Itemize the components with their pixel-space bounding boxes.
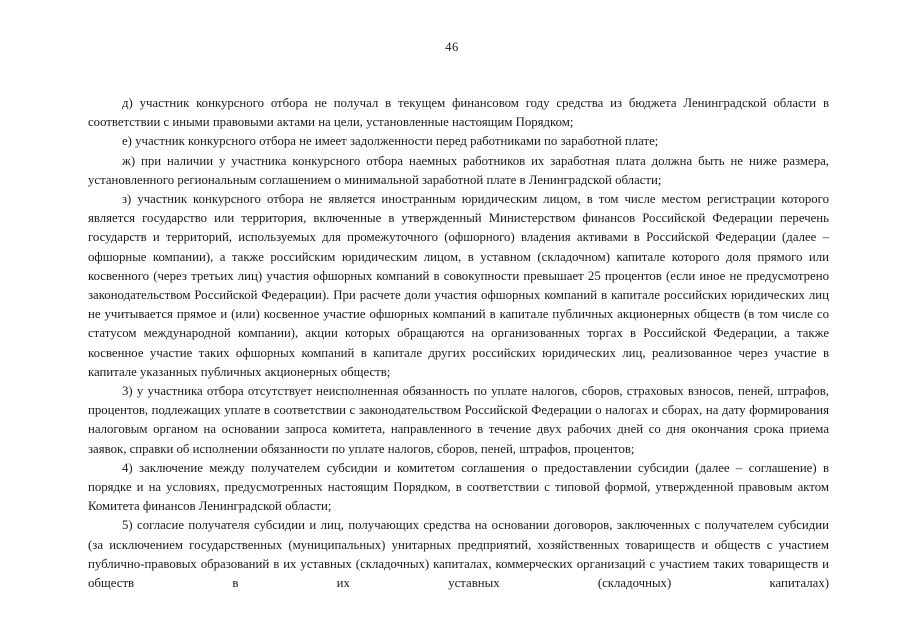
paragraph-5: 5) согласие получателя субсидии и лиц, получающих средства на основании договоров, заключенных с получателем субсидии (за исключением государственных (муниципальных) унитарных предприятий, хозяйственных товариществ и обществ с участием публично-правовых образований в их уставных (складочных) капиталах, коммерческих организаций с участием таких товариществ и обществ в их уставных (складочных) капиталах)	[88, 518, 829, 591]
paragraph-z: з) участник конкурсного отбора не является иностранным юридическим лицом, в том числе местом регистрации которого является государство или территория, включенные в утвержденный Министерством финансов Российской Федерации перечень государств и территорий, используемых для промежуточного (офшорного) владения активами в Российской Федерации (далее – офшорные компании), а также российским юридическим лицом, в уставном (складочном) капитале которого доля прямого или косвенного (через третьих лиц) участия офшорных компаний в совокупности превышает 25 процентов (если иное не предусмотрено законодательством Российской Федерации). При расчете доли участия офшорных компаний в капитале российских юридических лиц не учитывается прямое и (или) косвенное участие офшорных компаний в капитале публичных акционерных обществ (в том числе со статусом международной компании), акции которых обращаются на организованных торгах в Российской Федерации, а также косвенное участие таких офшорных компаний в капитале других российских юридических лиц, реализованное через участие в капитале указанных публичных акционерных обществ;	[88, 192, 829, 379]
paragraph-3: 3) у участника отбора отсутствует неисполненная обязанность по уплате налогов, сборов, страховых взносов, пеней, штрафов, процентов, подлежащих уплате в соответствии с законодательством Российской Федерации о налогах и сборах, на дату формирования налоговым органом на основании запроса комитета, направленного в течение двух рабочих дней со дня окончания срока приема заявок, справки об исполнении обязанности по уплате налогов, сборов, пеней, штрафов, процентов;	[88, 384, 829, 456]
paragraph-4: 4) заключение между получателем субсидии и комитетом соглашения о предоставлении субсидии (далее – соглашение) в порядке и на условиях, предусмотренных настоящим Порядком, в соответствии с типовой формой, утвержденной правовым актом Комитета финансов Ленинградской области;	[88, 460, 829, 514]
document-body	[88, 94, 829, 593]
paragraph-d: д) участник конкурсного отбора не получал в текущем финансовом году средства из бюджета Ленинградской области в соответствии с иными правовыми актами на цели, установленные настоящим Порядком;	[88, 96, 829, 130]
paragraph-e: е) участник конкурсного отбора не имеет задолженности перед работниками по заработной плате;	[122, 134, 659, 149]
paragraph-zh: ж) при наличии у участника конкурсного отбора наемных работников их заработная плата должна быть не ниже размера, установленного региональным соглашением о минимальной заработной плате в Ленинградской области;	[88, 153, 829, 187]
page-number: 46	[445, 40, 459, 54]
